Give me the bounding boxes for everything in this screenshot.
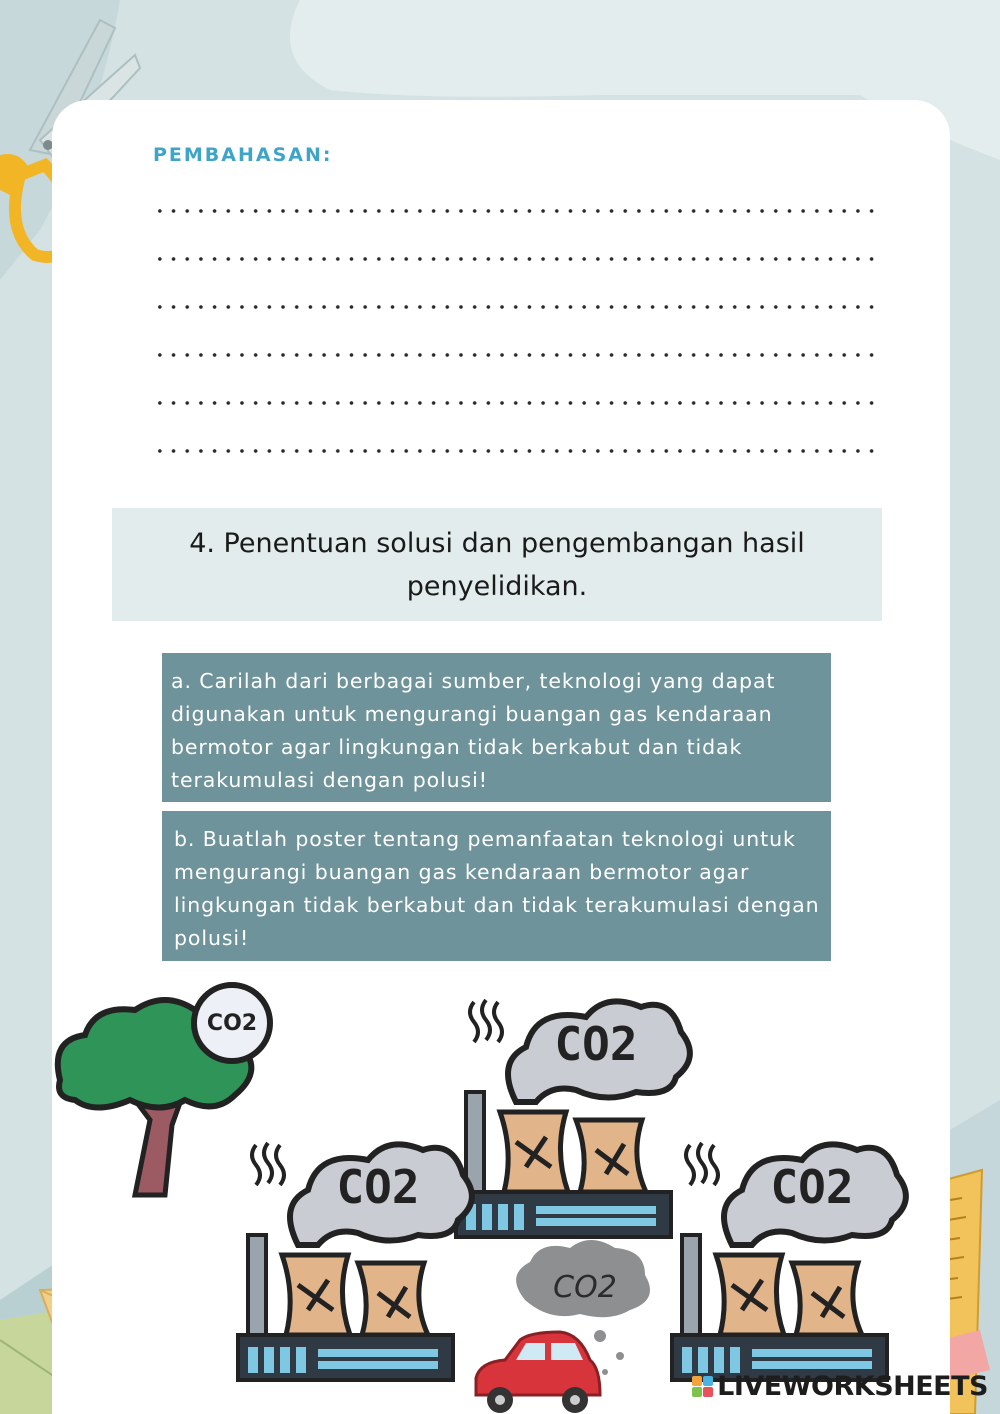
task-b-box [162, 811, 831, 961]
answer-line[interactable] [153, 208, 877, 214]
factory-co2-label: CO2 [770, 1160, 854, 1214]
liveworksheets-logo-icon [692, 1376, 713, 1397]
discussion-label: PEMBAHASAN: [153, 144, 333, 166]
answer-line[interactable] [153, 304, 877, 310]
task-a-text: a. Carilah dari berbagai sumber, teknologi yang dapat digunakan untuk mengurangi buangan gas kendaraan bermotor agar lingkungan tidak berkabut dan tidak terakumulasi dengan polusi! [171, 669, 776, 792]
factory-co2-label: CO2 [336, 1160, 420, 1214]
watermark-text: LIVEWORKSHEETS [717, 1371, 988, 1402]
task-a-box [162, 653, 831, 802]
answer-line[interactable] [153, 400, 877, 406]
factory-co2-label: CO2 [554, 1017, 638, 1071]
answer-line[interactable] [153, 448, 877, 454]
tree-co2-label: CO2 [206, 1011, 258, 1036]
pollution-illustration [0, 970, 1000, 1414]
section-title: 4. Penentuan solusi dan pengembangan hasil penyelidikan. [189, 527, 805, 602]
answer-line[interactable] [153, 352, 877, 358]
answer-line[interactable] [153, 256, 877, 262]
exhaust-co2-label: CO2 [553, 1270, 617, 1305]
task-b-text: b. Buatlah poster tentang pemanfaatan teknologi untuk mengurangi buangan gas kendaraan bermotor agar lingkungan tidak berkabut dan tidak terakumulasi dengan polusi! [174, 827, 820, 950]
liveworksheets-watermark [692, 1371, 988, 1402]
car-icon [476, 1332, 600, 1413]
section-title-box [112, 508, 882, 621]
